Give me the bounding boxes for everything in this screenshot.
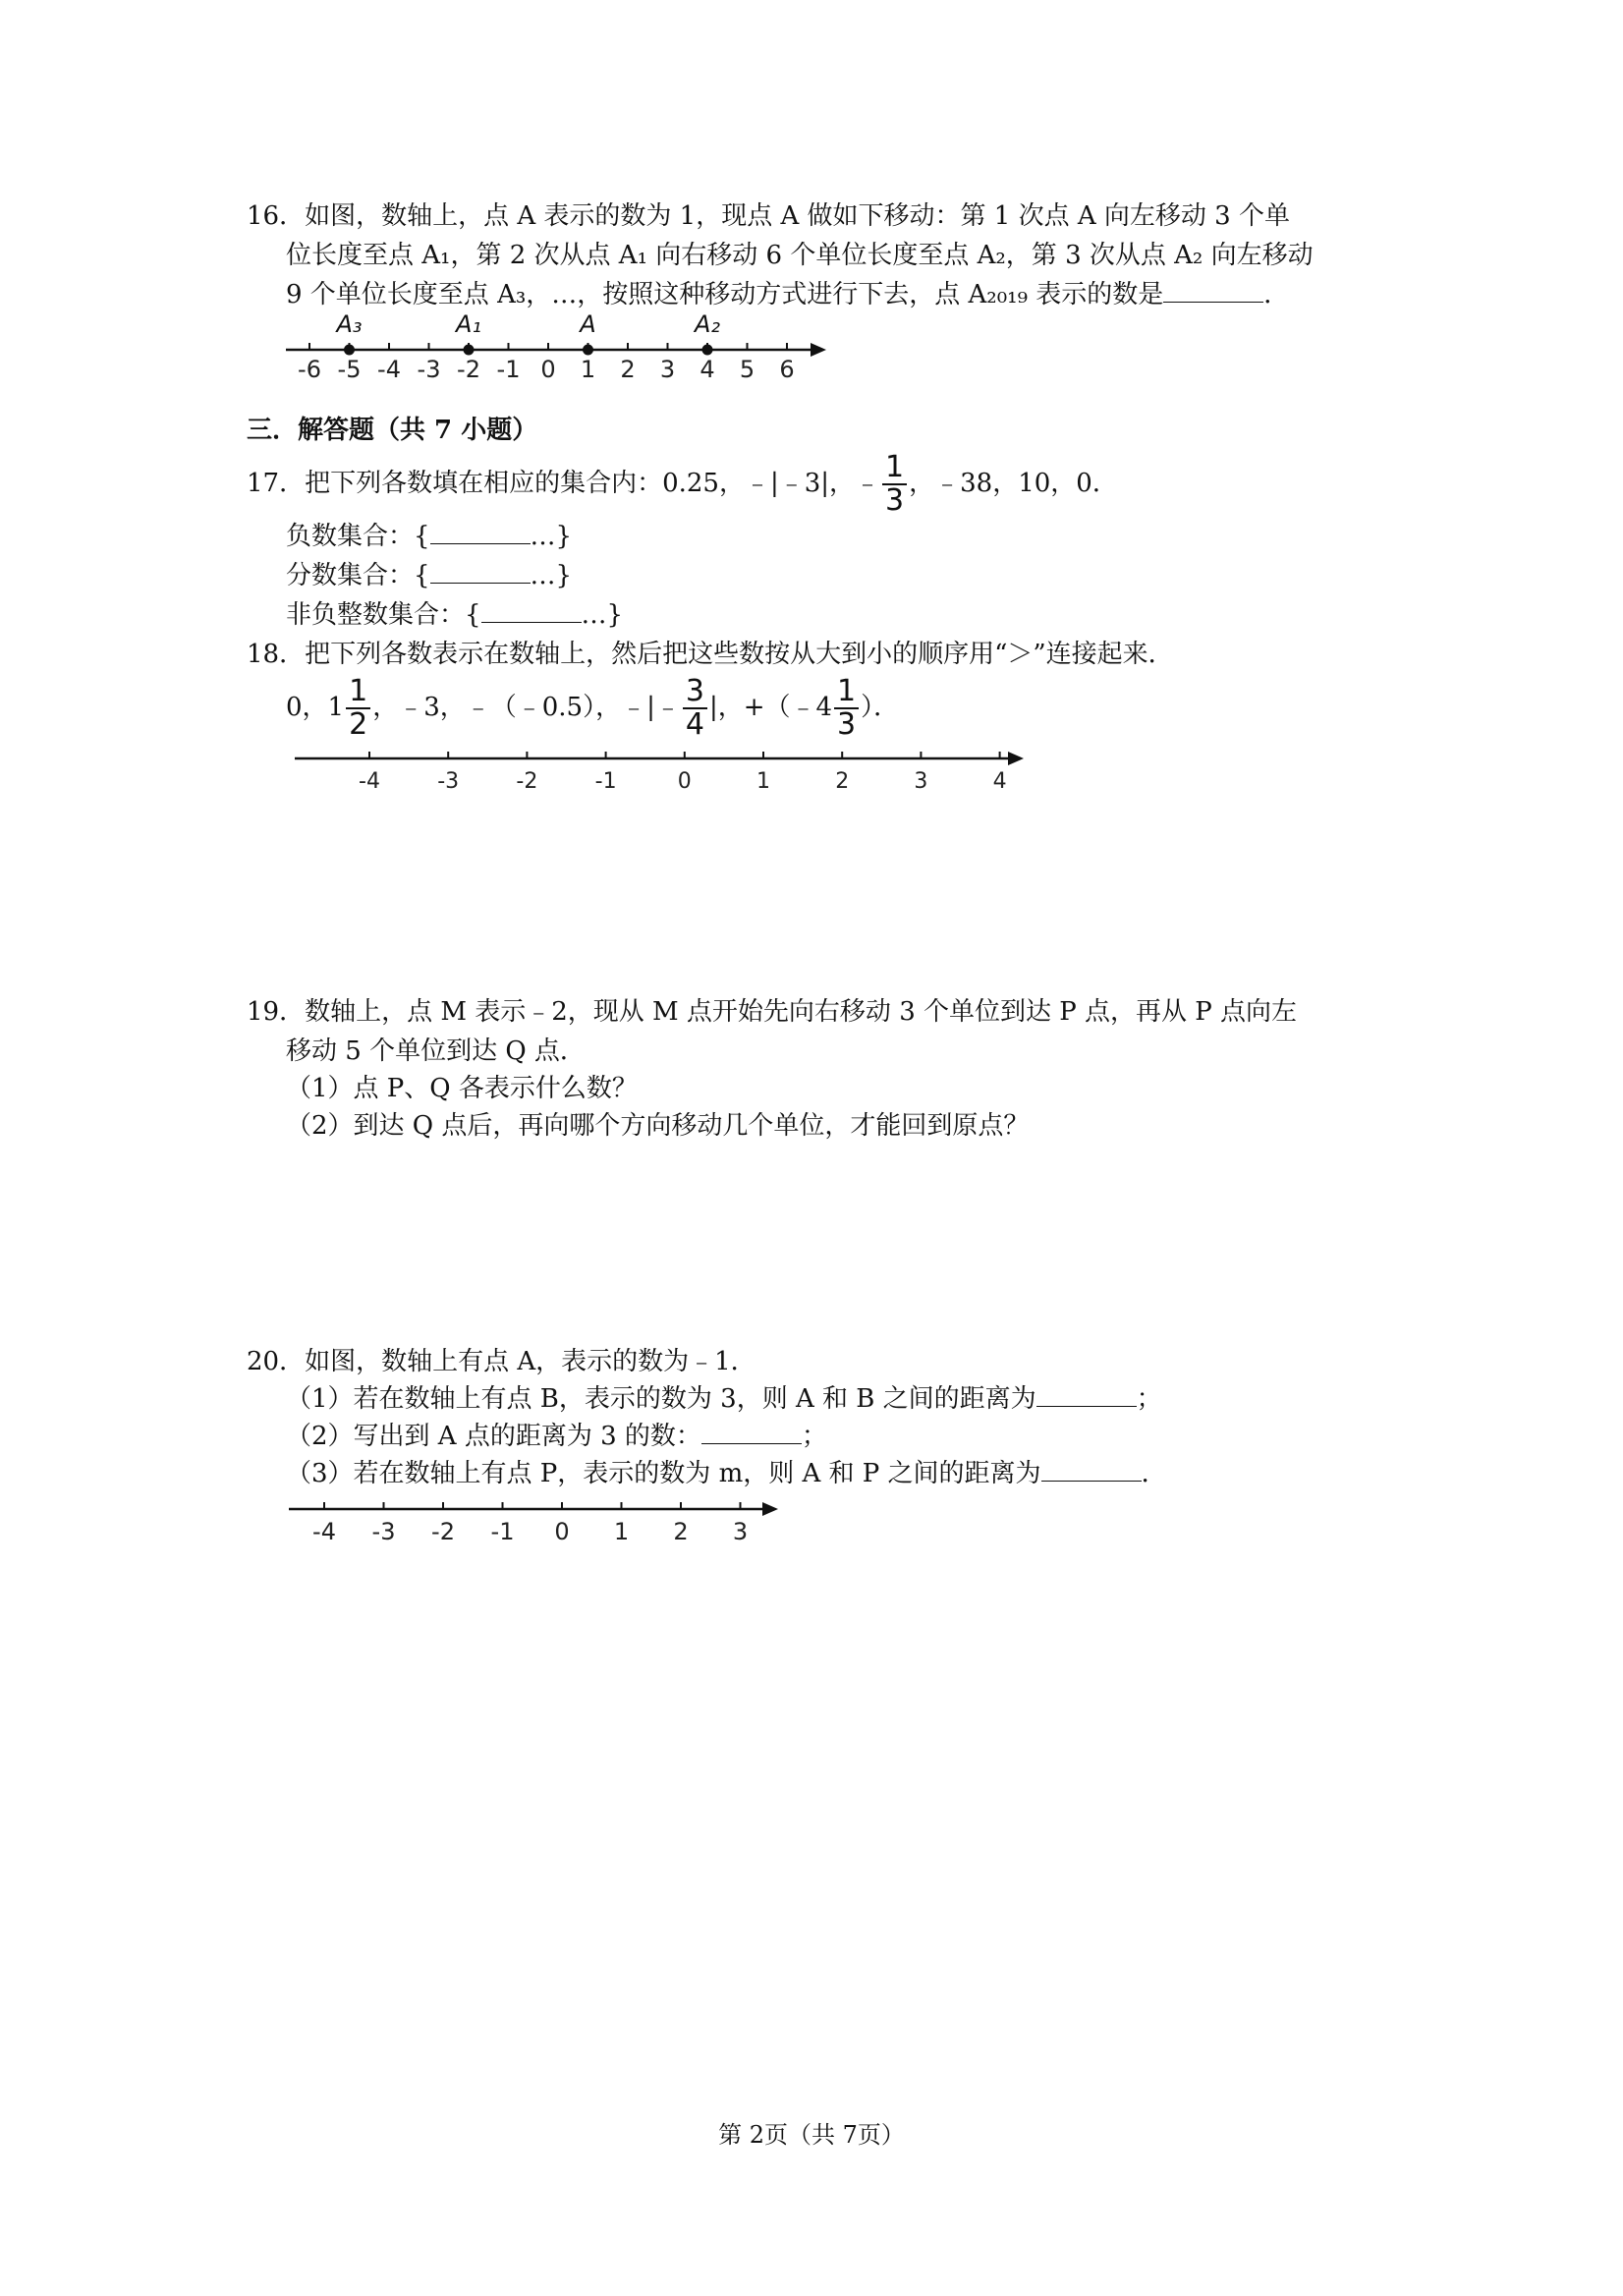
q16-axis-tick-label: -2	[457, 356, 480, 383]
q20-line3-end: ；	[801, 1422, 827, 1451]
q20-axis-tick-label: 0	[554, 1518, 570, 1545]
q16-axis-point-label: A	[580, 310, 596, 338]
q17-line1	[247, 452, 1118, 517]
q20-line3-text: （2）写出到 A 点的距离为 3 的数：	[286, 1422, 701, 1451]
q18-frac-3-num: 1	[834, 676, 859, 709]
q17-nonneg-label: 非负整数集合：{	[286, 600, 481, 630]
q17-nonneg-close: …}	[581, 600, 624, 630]
q17-fraction-set	[286, 558, 572, 593]
q18-numbers	[286, 676, 899, 741]
q17-negative-close: …}	[530, 522, 573, 551]
q18-axis-tick-label: 4	[992, 769, 1007, 794]
q16-axis-point	[702, 345, 713, 356]
q16-line1: 16．如图，数轴上，点 A 表示的数为 1，现点 A 做如下移动：第 1 次点 A 向左移动 3 个单	[247, 201, 1290, 231]
q20-line1: 20．如图，数轴上有点 A，表示的数为﹣1．	[247, 1347, 756, 1376]
q16-axis-tick-label: 0	[540, 356, 556, 383]
q16-number-line	[282, 307, 832, 389]
q17-negative-blank	[430, 520, 531, 544]
q16-axis-tick-label: 3	[659, 356, 676, 383]
q16-axis-tick-label: 6	[779, 356, 795, 383]
q16-line2: 位长度至点 A₁，第 2 次从点 A₁ 向右移动 6 个单位长度至点 A₂，第 3 次从点 A₂ 向左移动	[286, 241, 1314, 270]
q18-axis-tick-label: -4	[359, 769, 380, 794]
q17-fraction	[882, 452, 907, 517]
q18-frac-1-den: 2	[349, 707, 368, 742]
q17-negative-label: 负数集合：{	[286, 522, 430, 551]
q18-axis-tick-label: 0	[677, 769, 692, 794]
q18-n0: 0，1	[286, 693, 345, 722]
q20-axis-tick-label: -1	[490, 1518, 515, 1545]
q20-axis-tick-label: 2	[673, 1518, 689, 1545]
q18-n2: |，+（﹣4	[708, 693, 833, 722]
q18-axis-tick-label: 2	[835, 769, 850, 794]
q20-line4	[286, 1456, 1167, 1491]
q16-axis-tick-label: 4	[700, 356, 715, 383]
q17-negative-set	[286, 519, 572, 554]
section-3-title: 三．解答题（共 7 小题）	[247, 416, 538, 445]
q18-n1: ，﹣3，﹣（﹣0.5），﹣|﹣	[372, 693, 681, 722]
q20-line2-end: ；	[1136, 1384, 1162, 1414]
q19-line4: （2）到达 Q 点后，再向哪个方向移动几个单位，才能回到原点？	[286, 1111, 1030, 1141]
q19-line2: 移动 5 个单位到达 Q 点．	[286, 1036, 586, 1066]
q18-frac-3	[834, 676, 859, 741]
q20-axis-tick-label: 3	[732, 1518, 749, 1545]
q18-axis-tick-label: -1	[594, 769, 617, 794]
q20-line2-text: （1）若在数轴上有点 B，表示的数为 3，则 A 和 B 之间的距离为	[286, 1384, 1036, 1414]
q17-text-a: 17．把下列各数填在相应的集合内：0.25，﹣|﹣3|，﹣	[247, 469, 881, 498]
q18-frac-2-den: 4	[685, 707, 704, 742]
q17-fraction-den: 3	[885, 483, 905, 518]
q20-line2	[286, 1381, 1162, 1417]
q18-frac-2-num: 3	[683, 676, 707, 709]
q16-line3-end: ．	[1263, 280, 1290, 309]
q18-axis-tick-label: -2	[516, 769, 538, 794]
q20-answer-blank-1	[1036, 1382, 1137, 1407]
q18-frac-3-den: 3	[837, 707, 857, 742]
q16-axis-tick-label: -5	[337, 356, 362, 383]
page-footer: 第 2页（共 7页）	[718, 2121, 905, 2149]
q17-text-b: ，﹣38，10，0．	[909, 469, 1118, 498]
q16-axis-tick-label: 2	[620, 356, 636, 383]
q20-line4-end: ．	[1141, 1459, 1167, 1488]
q16-axis-tick-label: -3	[417, 356, 441, 383]
q19-line3: （1）点 P、Q 各表示什么数？	[286, 1074, 638, 1103]
q20-line3	[286, 1419, 827, 1454]
q20-axis-tick-label: -3	[371, 1518, 396, 1545]
q20-axis-tick-label: -4	[312, 1518, 336, 1545]
q16-axis-point-label: A₃	[336, 310, 363, 338]
q20-axis-tick-label: -2	[431, 1518, 455, 1545]
q20-line4-text: （3）若在数轴上有点 P，表示的数为 m，则 A 和 P 之间的距离为	[286, 1459, 1041, 1488]
q16-line3-text: 9 个单位长度至点 A₃，…，按照这种移动方式进行下去，点 A₂₀₁₉ 表示的数是	[286, 280, 1164, 309]
q19-line1: 19．数轴上，点 M 表示﹣2，现从 M 点开始先向右移动 3 个单位到达 P 点，再从 P 点向左	[247, 997, 1298, 1027]
q18-axis-tick-label: 3	[914, 769, 928, 794]
q16-axis-tick-label: -1	[496, 356, 521, 383]
q16-axis-tick-label: -6	[298, 356, 321, 383]
q18-axis-tick-label: -3	[437, 769, 460, 794]
q16-axis-tick-label: 1	[580, 356, 596, 383]
q16-answer-blank	[1163, 278, 1263, 303]
q16-axis-point	[464, 345, 475, 356]
q20-answer-blank-2	[701, 1420, 802, 1444]
q16-axis-tick-label: -4	[377, 356, 401, 383]
q17-fraction-label: 分数集合：{	[286, 561, 430, 590]
q18-axis-tick-label: 1	[756, 769, 770, 794]
q16-axis-tick-label: 5	[739, 356, 756, 383]
q18-frac-2	[683, 676, 707, 741]
q17-nonneg-set	[286, 597, 623, 633]
q17-fraction-num: 1	[882, 452, 907, 485]
q18-line1: 18．把下列各数表示在数轴上，然后把这些数按从大到小的顺序用“＞”连接起来．	[247, 640, 1174, 669]
q16-axis-point-label: A₁	[455, 310, 482, 338]
q17-nonneg-blank	[481, 598, 582, 623]
q18-n3: ）．	[861, 693, 900, 722]
q20-number-line	[285, 1495, 786, 1558]
q20-axis-tick-label: 1	[613, 1518, 630, 1545]
q17-fraction-close: …}	[530, 561, 573, 590]
q16-axis-point	[344, 345, 355, 356]
q18-number-line	[291, 739, 1028, 802]
q20-answer-blank-3	[1041, 1457, 1142, 1482]
q16-axis-point	[583, 345, 593, 356]
q18-frac-1	[346, 676, 370, 741]
q18-frac-1-num: 1	[346, 676, 370, 709]
q16-axis-point-label: A₂	[694, 310, 721, 338]
q17-fraction-blank	[430, 559, 531, 584]
